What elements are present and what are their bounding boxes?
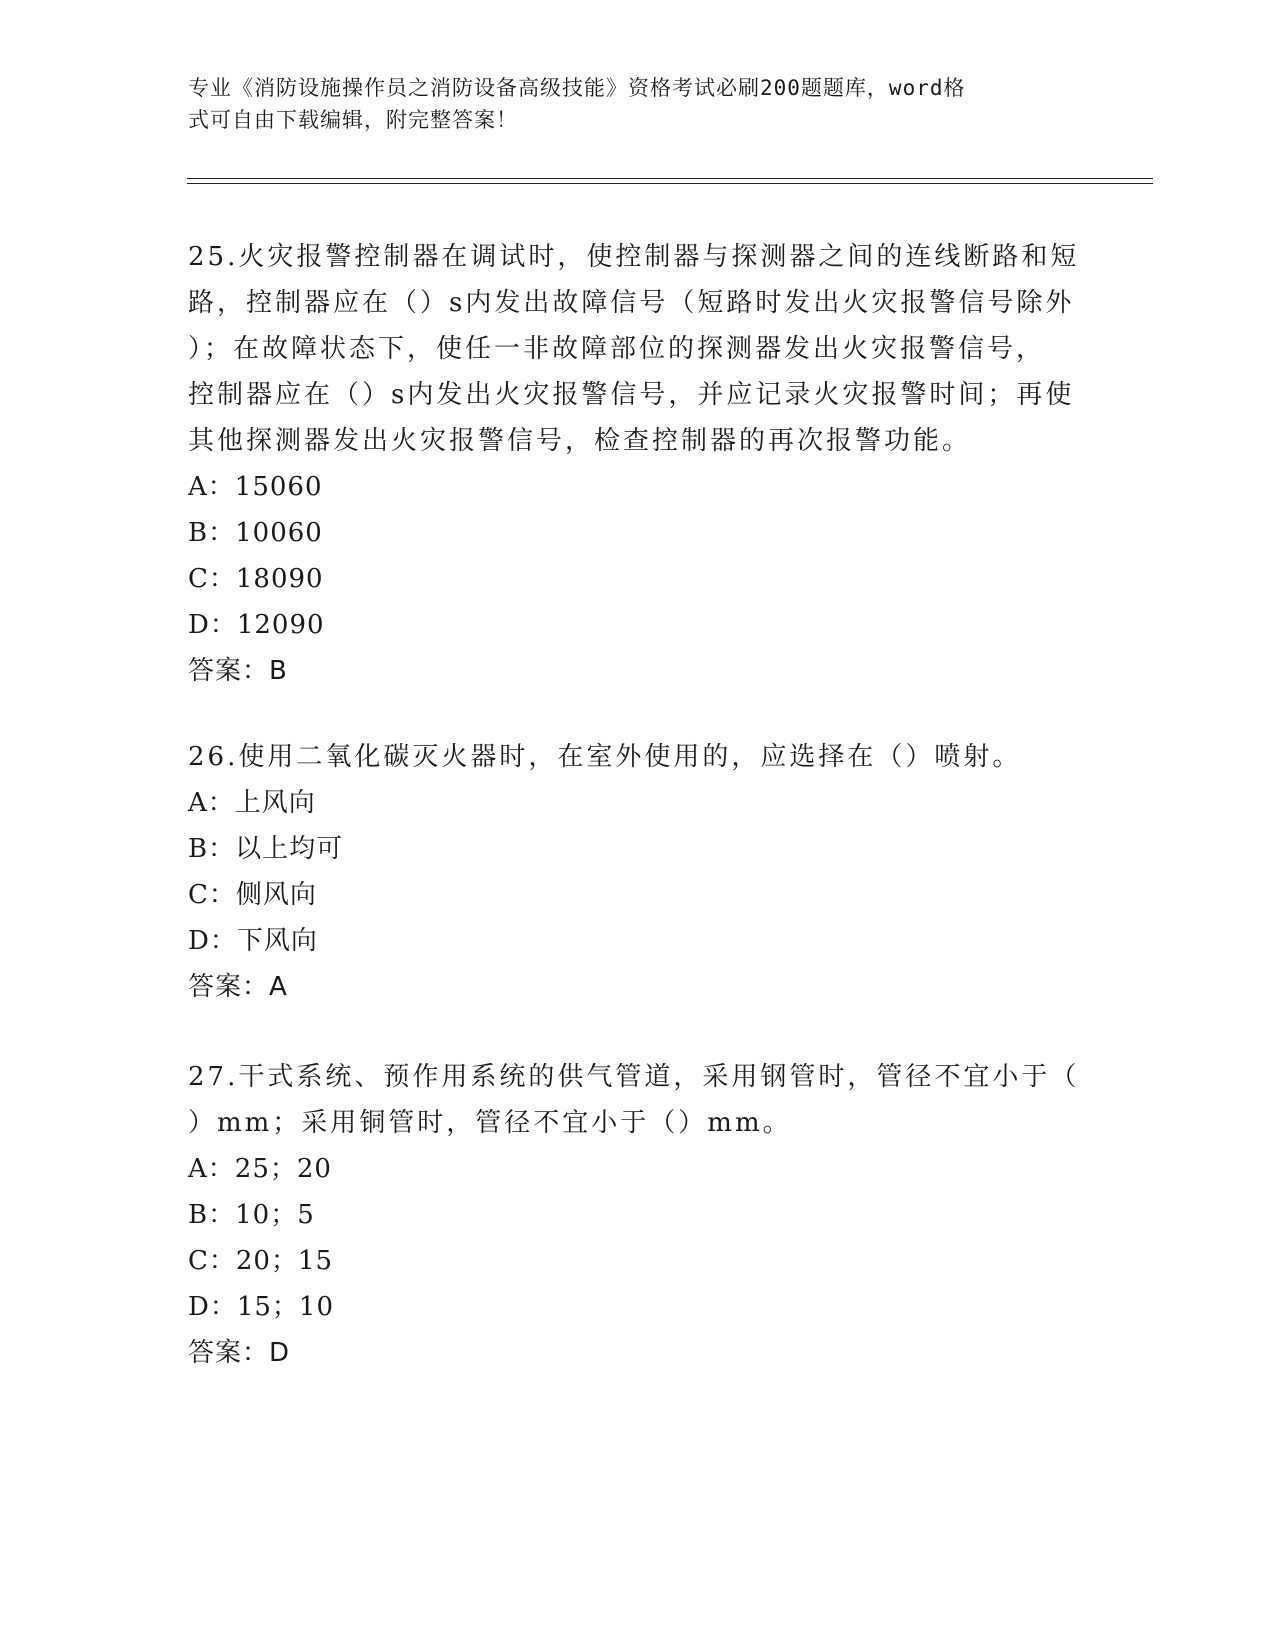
option-d: D：12090: [188, 610, 325, 640]
option-c: C：20；15: [188, 1246, 334, 1276]
question-27: [188, 1054, 1088, 1376]
answer: 答案：A: [188, 972, 288, 1002]
option-c: C：侧风向: [188, 880, 317, 910]
option-b: B：以上均可: [188, 834, 344, 864]
question-stem-line: 25.火灾报警控制器在调试时，使控制器与探测器之间的连线断路和短: [188, 242, 1080, 272]
question-stem-line: 27.干式系统、预作用系统的供气管道，采用钢管时，管径不宜小于（: [188, 1062, 1080, 1092]
option-d: D：下风向: [188, 926, 318, 956]
option-b: B：10060: [188, 518, 323, 548]
option-a: A：上风向: [188, 788, 316, 818]
question-26: [188, 734, 1088, 1010]
question-stem-line: ）mm；采用铜管时，管径不宜小于（）mm。: [188, 1108, 792, 1138]
question-stem-line: ）；在故障状态下，使任一非故障部位的探测器发出火灾报警信号，: [188, 334, 1046, 364]
option-a: A：15060: [188, 472, 323, 502]
question-25: [188, 234, 1088, 694]
question-stem-line: 其他探测器发出火灾报警信号，检查控制器的再次报警功能。: [188, 426, 972, 456]
document-header: [188, 72, 1088, 136]
header-line-1: 专业《消防设施操作员之消防设备高级技能》资格考试必刷200题题库，word格: [188, 76, 966, 100]
header-divider-bottom: [187, 183, 1153, 184]
answer: 答案：B: [188, 656, 288, 686]
question-stem-line: 控制器应在（）s内发出火灾报警信号，并应记录火灾报警时间；再使: [188, 380, 1075, 410]
question-stem-line: 26.使用二氧化碳灭火器时，在室外使用的，应选择在（）喷射。: [188, 742, 1022, 772]
header-line-2: 式可自由下载编辑，附完整答案！: [188, 108, 518, 132]
header-divider-top: [187, 178, 1153, 179]
answer: 答案：D: [188, 1338, 291, 1368]
option-b: B：10；5: [188, 1200, 315, 1230]
option-d: D：15；10: [188, 1292, 335, 1322]
question-stem-line: 路，控制器应在（）s内发出故障信号（短路时发出火灾报警信号除外: [188, 288, 1075, 318]
option-c: C：18090: [188, 564, 324, 594]
option-a: A：25；20: [188, 1154, 332, 1184]
